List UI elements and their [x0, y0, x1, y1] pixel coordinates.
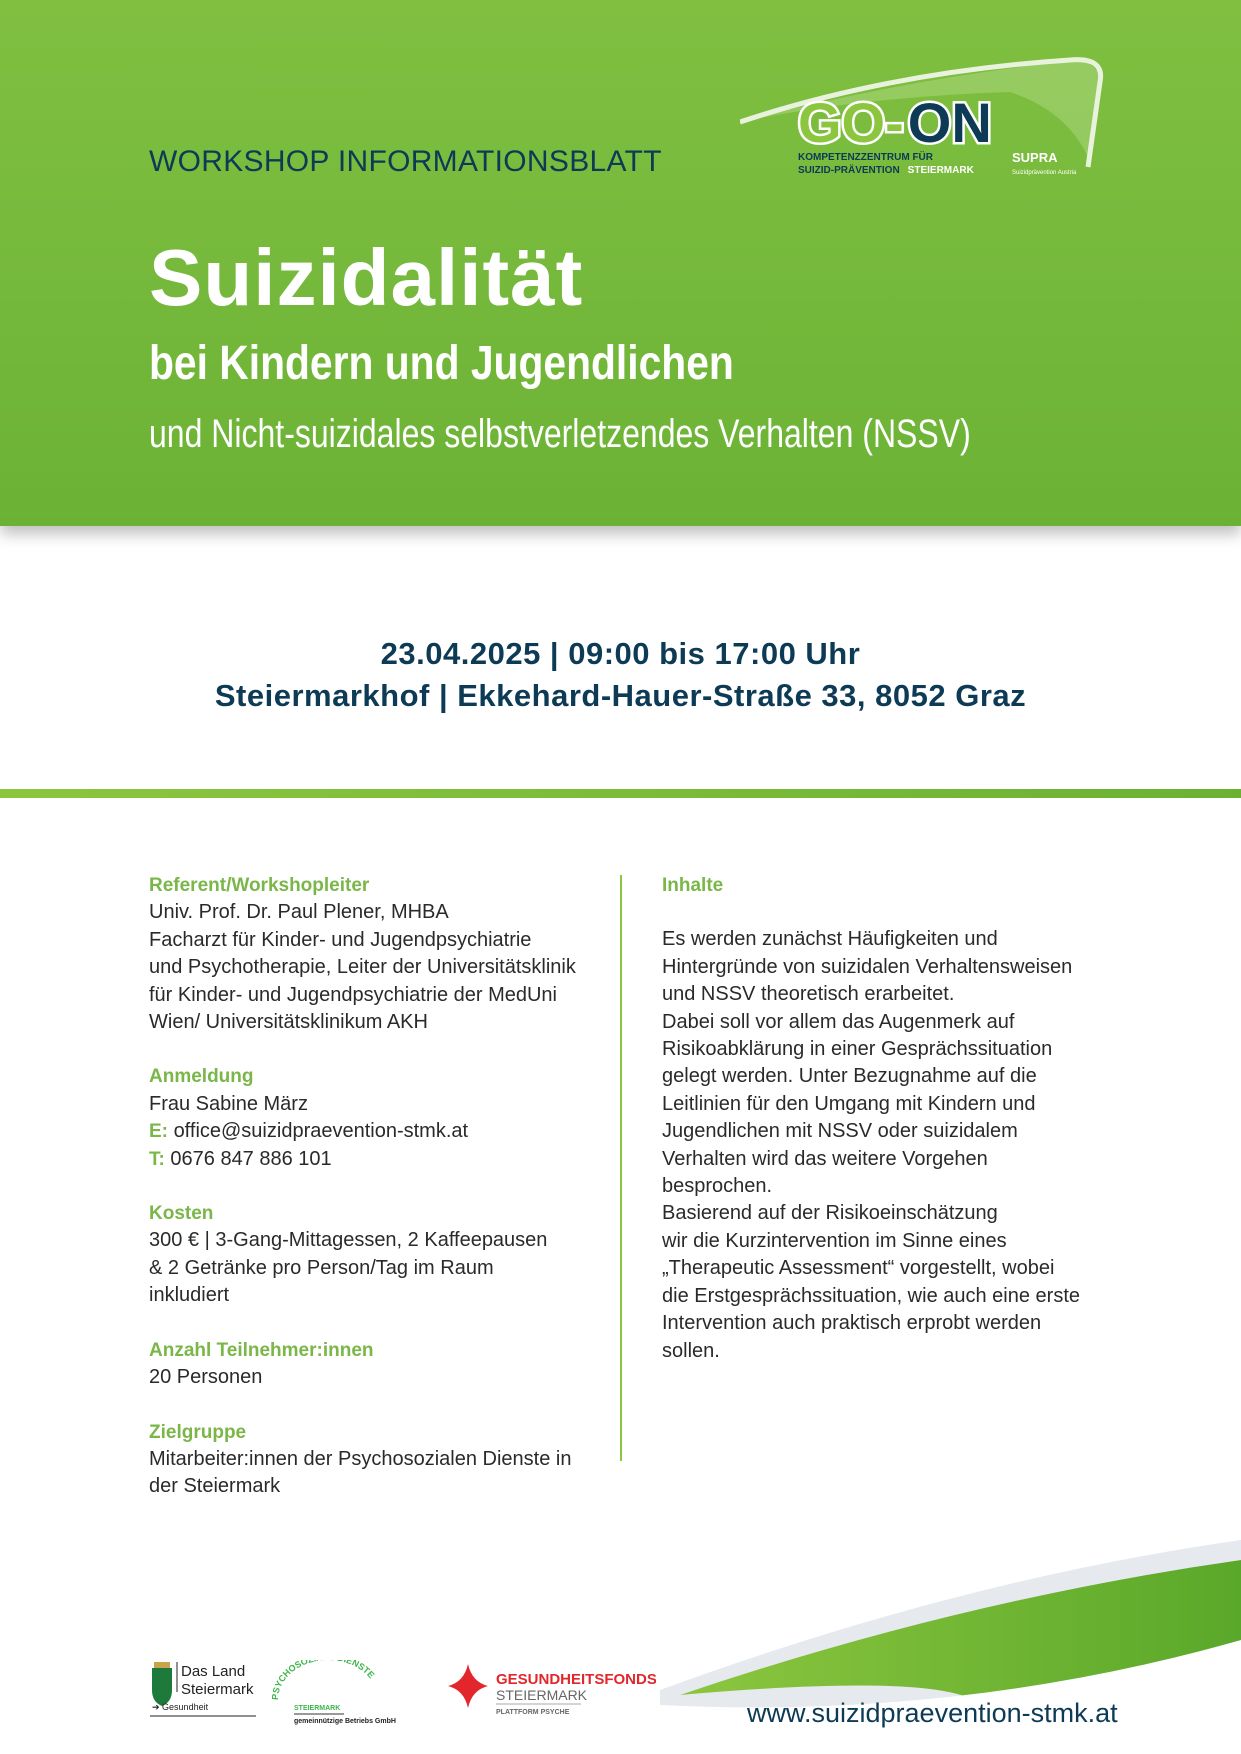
tel-label: T:	[149, 1148, 165, 1170]
inhalte-line: Dabei soll vor allem das Augenmerk auf	[662, 1010, 1015, 1033]
inhalte-line: sollen.	[662, 1339, 720, 1362]
inhalte-line: Hintergründe von suizidalen Verhaltensweisen	[662, 955, 1073, 978]
kosten-line: inkludiert	[149, 1284, 230, 1307]
logo-on: ON	[907, 91, 992, 154]
inhalte-line: wir die Kurzintervention im Sinne eines	[662, 1229, 1007, 1252]
land-text2: Steiermark	[181, 1681, 254, 1698]
subtitle-2: und Nicht-suizidales selbstverletzendes Verhalten (NSSV)	[149, 412, 971, 456]
event-datetime: 23.04.2025 | 09:00 bis 17:00 Uhr	[380, 636, 861, 671]
inhalte-column	[662, 872, 1102, 1365]
phone-number[interactable]: 0676 847 886 101	[170, 1147, 332, 1170]
zielgruppe-line: Mitarbeiter:innen der Psychosozialen Dienste in	[149, 1447, 572, 1470]
teilnehmer-value: 20 Personen	[149, 1366, 263, 1389]
kicker: WORKSHOP INFORMATIONSBLATT	[149, 145, 662, 178]
inhalte-line: Jugendlichen mit NSSV oder suizidalem	[662, 1120, 1018, 1143]
anmeldung-name: Frau Sabine März	[149, 1092, 308, 1115]
land-text3: Gesundheit	[162, 1702, 209, 1712]
zielgruppe-label: Zielgruppe	[149, 1421, 247, 1443]
psychosoziale-dienste-logo	[272, 1660, 442, 1731]
referent-line: Facharzt für Kinder- und Jugendpsychiatrie	[149, 928, 532, 951]
inhalte-label: Inhalte	[662, 875, 724, 896]
kosten-label: Kosten	[149, 1203, 214, 1225]
title: Suizidalität	[149, 233, 584, 322]
logo-wordmark	[798, 91, 992, 154]
referent-label: Referent/Workshopleiter	[149, 875, 370, 896]
inhalte-line: besprochen.	[662, 1175, 773, 1198]
gf-text2: STEIERMARK	[496, 1687, 588, 1703]
logo-go: GO-	[798, 91, 904, 154]
land-steiermark-logo	[150, 1660, 260, 1725]
gf-text3: PLATTFORM PSYCHE	[496, 1709, 570, 1716]
kosten-line: & 2 Getränke pro Person/Tag im Raum	[149, 1256, 494, 1279]
inhalte-line: gelegt werden. Unter Bezugnahme auf die	[662, 1065, 1037, 1088]
inhalte-line: Risikoabklärung in einer Gesprächssituation	[662, 1038, 1053, 1061]
inhalte-line: Intervention auch praktisch erprobt werden	[662, 1312, 1042, 1335]
inhalte-line: „Therapeutic Assessment“ vorgestellt, wobei	[662, 1257, 1055, 1280]
inhalte-line: Leitlinien für den Umgang mit Kindern und	[662, 1092, 1036, 1115]
inhalte-line: Es werden zunächst Häufigkeiten und	[662, 928, 998, 951]
referent-line: Wien/ Universitätsklinikum AKH	[149, 1011, 428, 1034]
divider-rule	[0, 789, 1241, 798]
svg-text:➔ Gesundheit: ➔ Gesundheit	[152, 1702, 209, 1712]
referent-line: Univ. Prof. Dr. Paul Plener, MHBA	[149, 901, 449, 924]
psd-text2: gemeinnützige Betriebs GmbH	[294, 1718, 396, 1725]
website-url[interactable]: www.suizidpraevention-stmk.at	[747, 1698, 1118, 1728]
gf-text1: GESUNDHEITSFONDS	[496, 1671, 656, 1688]
psd-text1: STEIERMARK	[294, 1705, 341, 1712]
inhalte-line: Verhalten wird das weitere Vorgehen	[662, 1147, 988, 1170]
anmeldung-label: Anmeldung	[149, 1066, 254, 1088]
email-link[interactable]: office@suizidpraevention-stmk.at	[173, 1120, 469, 1143]
psd-arc-text: YCHOSO ENSTE	[272, 1660, 377, 1690]
logo-line1: KOMPETENZZENTRUM FÜR	[798, 152, 933, 163]
info-column	[149, 872, 599, 1501]
event-location: Steiermarkhof | Ekkehard-Hauer-Straße 33, 8052 Graz	[214, 678, 1027, 713]
logo-line2: SUIZID-PRÄVENTION	[798, 165, 900, 176]
referent-line: für Kinder- und Jugendpsychiatrie der MedUni	[149, 983, 557, 1006]
zielgruppe-line: der Steiermark	[149, 1475, 281, 1498]
supra-sub: Suizidprävention Austria	[1012, 170, 1077, 176]
inhalte-line: Basierend auf der Risikoeinschätzung	[662, 1202, 998, 1225]
subtitle: bei Kindern und Jugendlichen	[149, 337, 734, 390]
kosten-line: 300 € | 3-Gang-Mittagessen, 2 Kaffeepausen	[149, 1229, 548, 1252]
header-banner	[0, 0, 1241, 526]
go-on-logo	[740, 52, 1110, 182]
svg-text:PSYCHOSOZIALE DIENSTE	[272, 1660, 376, 1700]
column-divider	[620, 875, 622, 1461]
logo-line2b: STEIERMARK	[907, 165, 974, 176]
logo-line2-group	[798, 163, 975, 176]
teilnehmer-label: Anzahl Teilnehmer:innen	[149, 1339, 374, 1361]
referent-line: und Psychotherapie, Leiter der Universitätsklinik	[149, 956, 576, 979]
gesundheitsfonds-logo	[446, 1660, 656, 1729]
email-label: E:	[149, 1121, 168, 1143]
inhalte-line: die Erstgesprächssituation, wie auch eine erste	[662, 1284, 1081, 1307]
supra-logo: SUPRA	[1012, 150, 1058, 165]
inhalte-line: und NSSV theoretisch erarbeitet.	[662, 983, 955, 1006]
land-text1: Das Land	[181, 1663, 246, 1680]
